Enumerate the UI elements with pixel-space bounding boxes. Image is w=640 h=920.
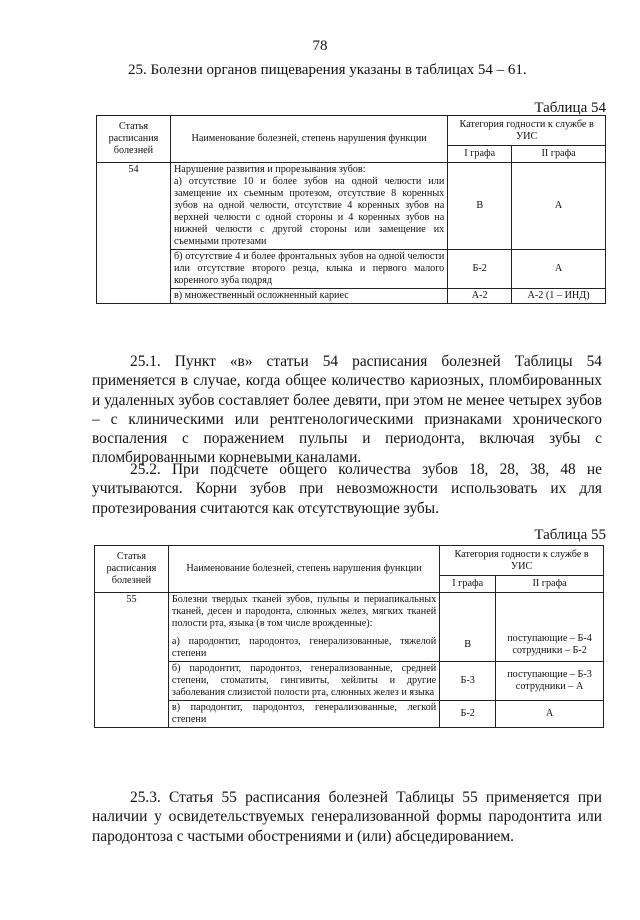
header-article: Статья расписания болезней [97,116,171,163]
header-col1: I графа [440,576,496,593]
paragraph-25-2: 25.2. При подсчете общего количества зубов 18, 28, 38, 48 не учитываются. Корни зубов при невозможности использовать их для протезирования считаются как отсутствующие зубы. [92,461,602,517]
row-b-col2-line1: поступающие – Б-3 [507,669,592,681]
header-category: Категория годности к службе в УИС [440,546,604,576]
row-b-text: б) отсутствие 4 и более фронтальных зубов на одной челюсти или отсутствие второго резца, клыка и первого малого коренного зуба подряд [170,250,447,289]
row-c-text: в) пародонтит, пародонтоз, генерализованные, легкой степени [168,701,439,728]
table-55 [94,545,604,728]
row-c-col2: А-2 (1 – ИНД) [512,289,606,304]
header-col1: I графа [448,146,512,163]
table-54-caption: Таблица 54 [534,100,606,116]
table-cell-text [168,593,439,662]
row-c-col1: Б-2 [440,701,496,728]
header-name: Наименование болезней, степень нарушения функции [168,546,439,593]
row-a-text: а) отсутствие 10 и более зубов на одной челюсти или замещение их съемным протезом, отсутствие 8 коренных зубов на одной челюсти, отсутствие 4 коренных зубов на верхней челюсти с одной стороны и 4 коренных зубов на нижней челюсти с другой стороны или замещение их съемными протезами [173,176,445,248]
header-name: Наименование болезней, степень нарушения функции [170,116,447,163]
row-b-col2: А [512,250,606,289]
row-intro: Болезни твердых тканей зубов, пульпы и периапикальных тканей, десен и пародонта, слюнных желез, мягких тканей полости рта, языка (в том числе врожденные): [171,594,437,630]
row-a-col2-line1: поступающие – Б-4 [507,633,592,645]
row-c-col1: А-2 [448,289,512,304]
article-number: 55 [95,593,169,728]
row-b-col2 [496,662,604,701]
paragraph-25-3: 25.3. Статья 55 расписания болезней Таблицы 55 применяется при наличии у освидетельствуемых генерализованной формы пародонтита или пародонтоза с частыми обострениями и (или) абсцедированием. [92,789,602,845]
row-a-col2: А [512,163,606,250]
table-54 [96,115,606,304]
row-b-col1: Б-2 [448,250,512,289]
row-b-col1: Б-3 [440,662,496,701]
row-c-col2: А [496,701,604,728]
row-a-col2-line2: сотрудники – Б-2 [512,645,587,657]
header-article: Статья расписания болезней [95,546,169,593]
row-a-col1: В [440,593,496,662]
paragraph-25-1: 25.1. Пункт «в» статьи 54 расписания болезней Таблицы 54 применяется в случае, когда общее количество кариозных, пломбированных и удаленных зубов составляет более девяти, при этом не менее четырех зубов – с клиническими или рентгенологическими признаками хронического воспаления с поражением пульпы и периодонта, включая зубы с пломбированными корневыми каналами. [92,353,602,467]
page-number: 78 [312,38,328,54]
row-a-text: а) пародонтит, пародонтоз, генерализованные, тяжелой степени [171,636,437,660]
table-55-caption: Таблица 55 [534,527,606,543]
row-intro: Нарушение развития и прорезывания зубов: [173,164,366,175]
article-number: 54 [97,163,171,304]
table-cell-text [170,163,447,250]
header-col2: II графа [496,576,604,593]
row-b-col2-line2: сотрудники – А [515,681,584,693]
row-a-col2 [496,593,604,662]
row-b-text: б) пародонтит, пародонтоз, генерализованные, средней степени, стоматиты, гингивиты, хейлиты и другие заболевания слизистой полости рта, слюнных желез и языка [168,662,439,701]
row-c-text: в) множественный осложненный кариес [170,289,447,304]
section-heading: 25. Болезни органов пищеварения указаны в таблицах 54 – 61. [128,62,527,78]
header-col2: II графа [512,146,606,163]
row-a-col1: В [448,163,512,250]
header-category: Категория годности к службе в УИС [448,116,606,146]
